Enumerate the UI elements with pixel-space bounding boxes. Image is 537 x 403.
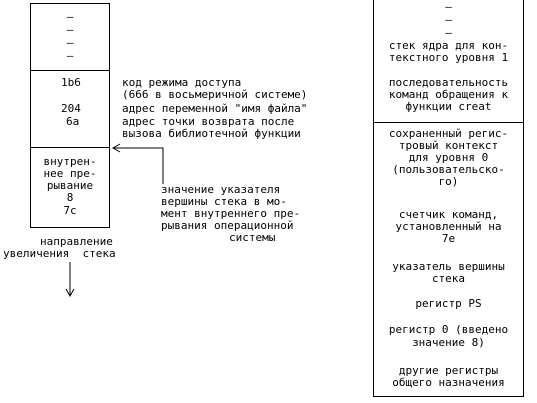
kernel-stack-dash: – (445, 13, 452, 26)
filename-addr-value: 204 (61, 102, 81, 115)
call-sequence-label: последовательность (388, 76, 509, 89)
direction-label: направление (40, 235, 113, 248)
r0-label: регистр 0 (введено (388, 323, 509, 336)
interrupt-cell-line: рывание (46, 179, 94, 192)
interrupt-cell-line: 8 (66, 191, 74, 204)
kernel-stack-title: стек ядра для кон- (388, 39, 509, 52)
pc-label: 7e (441, 232, 456, 245)
saved-context-label: (пользовательско- (392, 163, 505, 176)
saved-context-label: сохраненный регис- (388, 127, 509, 140)
interrupt-cell-line: внутрен- (43, 155, 97, 168)
other-regs-label: другие регистры (398, 364, 499, 377)
saved-context-label: для уровня 0 (408, 151, 489, 164)
filename-addr-label: адрес переменной "имя файла" (122, 102, 308, 115)
return-addr-label: адрес точки возврата после (122, 115, 295, 128)
sp-label: стека (431, 272, 466, 285)
stack-pointer-label: рывания операционной (161, 219, 294, 232)
return-addr-value: 6a (66, 115, 80, 128)
mode-value: 1b6 (61, 76, 81, 89)
return-addr-label: вызова библиотечной функции (122, 127, 301, 140)
mode-code-label: (666 в восьмеричной системе) (122, 88, 308, 101)
user-stack-dash: – (66, 49, 74, 62)
kernel-stack-divider (373, 122, 524, 123)
kernel-stack-dash: – (445, 26, 452, 39)
pc-label: счетчик команд, (398, 208, 499, 221)
stack-pointer-label: системы (229, 231, 276, 244)
user-stack-dash: – (66, 10, 74, 23)
stack-pointer-arrow (113, 144, 163, 184)
sp-label: указатель вершины (392, 260, 505, 273)
user-stack-dash: – (66, 36, 74, 49)
saved-context-label: тровый контекст (398, 139, 499, 152)
stack-pointer-label: вершины стека в мо- (161, 195, 287, 208)
other-regs-label: общего назначения (392, 376, 505, 389)
direction-label: увеличения стека (3, 247, 116, 260)
r0-label: значение 8) (412, 336, 485, 349)
call-sequence-label: функции creat (405, 100, 492, 113)
ps-label: регистр PS (415, 297, 482, 310)
stack-pointer-label: значение указателя (161, 183, 281, 196)
user-stack-dash: – (66, 23, 74, 36)
call-sequence-label: команд обращения к (388, 88, 509, 101)
kernel-stack-title: текстного уровня 1 (388, 51, 509, 64)
interrupt-cell-line: 7c (63, 204, 77, 217)
direction-arrow (66, 262, 74, 296)
kernel-stack-dash: – (445, 0, 452, 13)
stack-pointer-label: мент внутреннего пре- (161, 207, 301, 220)
mode-code-label: код режима доступа (122, 76, 242, 89)
interrupt-cell-line: нее пре- (43, 167, 97, 180)
saved-context-label: го) (438, 175, 459, 188)
pc-label: установленный на (395, 220, 502, 233)
